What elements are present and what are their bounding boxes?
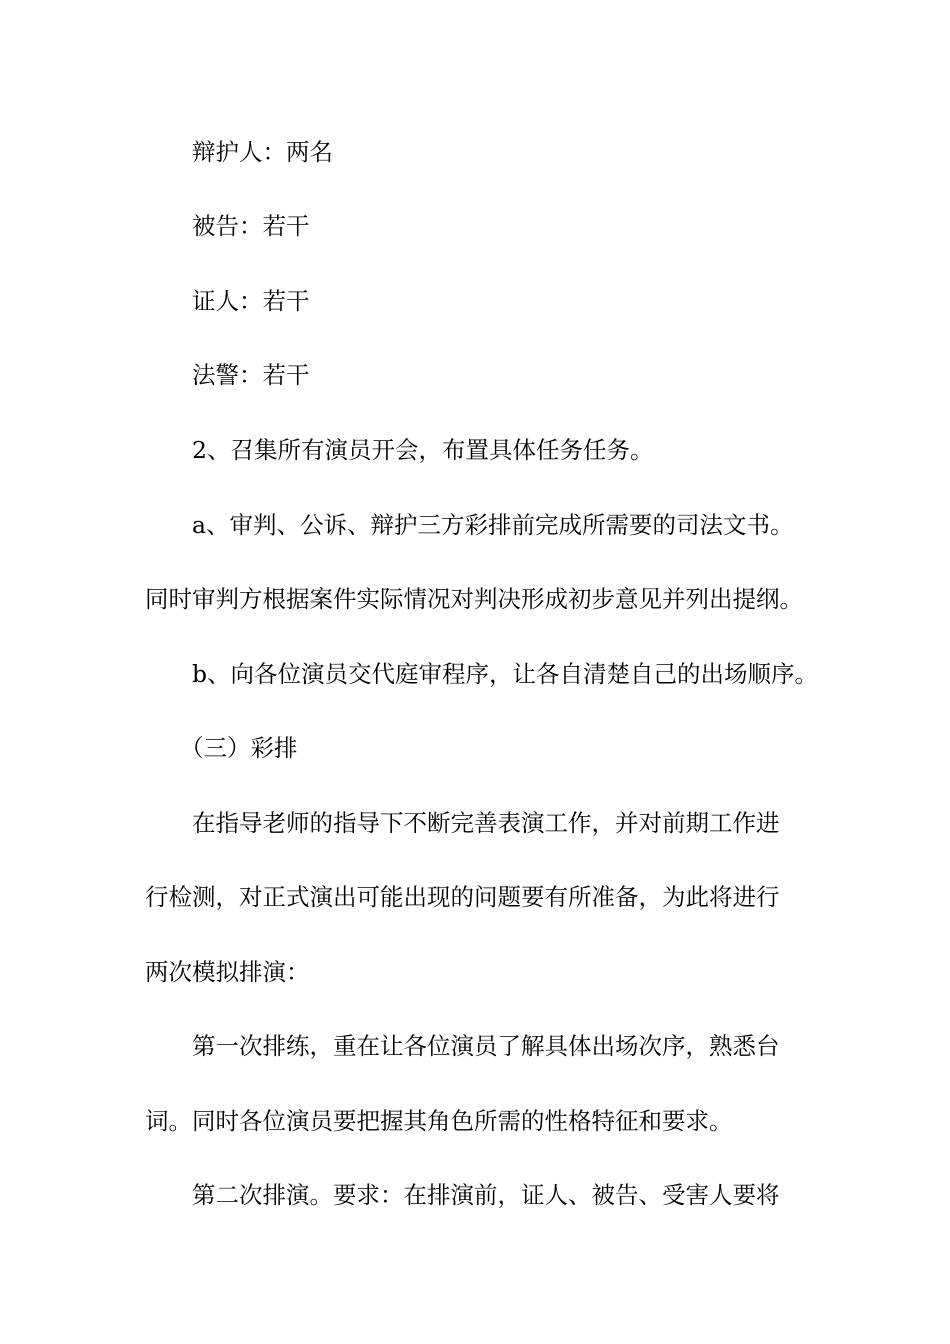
text-line-witnesses: 证人：若干 <box>192 287 310 315</box>
text-line-first-rehearsal-cont: 词。同时各位演员要把握其角色所需的性格特征和要求。 <box>145 1107 733 1135</box>
text-line-item-a-cont: 同时审判方根据案件实际情况对判决形成初步意见并列出提纲。 <box>145 585 803 613</box>
text-line-step-2: 2、召集所有演员开会，布置具体任务任务。 <box>192 436 654 464</box>
text-line-rehearsal-intro: 在指导老师的指导下不断完善表演工作，并对前期工作进 <box>192 809 780 837</box>
text-line-second-rehearsal: 第二次排演。要求：在排演前，证人、被告、受害人要将 <box>192 1181 780 1209</box>
text-line-item-b: b、向各位演员交代庭审程序，让各自清楚自己的出场顺序。 <box>192 660 819 688</box>
text-line-rehearsal-cont-1: 行检测，对正式演出可能出现的问题要有所准备，为此将进行 <box>145 883 780 911</box>
text-line-bailiffs: 法警：若干 <box>192 361 310 389</box>
text-line-item-a: a、审判、公诉、辩护三方彩排前完成所需要的司法文书。 <box>192 511 794 539</box>
text-line-defenders: 辩护人：两名 <box>192 138 333 166</box>
text-line-first-rehearsal: 第一次排练，重在让各位演员了解具体出场次序，熟悉台 <box>192 1032 780 1060</box>
text-line-defendants: 被告：若干 <box>192 212 310 240</box>
text-line-rehearsal-cont-2: 两次模拟排演： <box>145 958 310 986</box>
section-heading-rehearsal: （三）彩排 <box>180 734 298 762</box>
